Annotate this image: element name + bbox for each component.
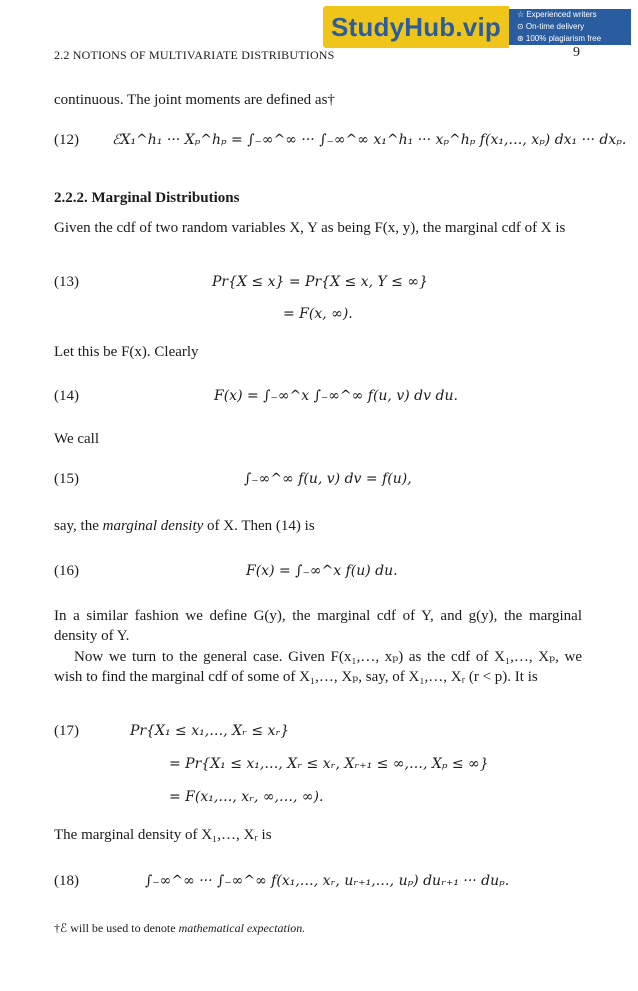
equation-14: F(x) = ∫₋∞^x ∫₋∞^∞ f(u, v) dv du.: [214, 388, 458, 404]
footnote: [54, 921, 305, 936]
page-number: 9: [573, 45, 580, 60]
studyhub-logo[interactable]: StudyHub.vip: [323, 6, 509, 48]
equation-number-13: (13): [54, 274, 79, 290]
studyhub-badge[interactable]: [323, 6, 631, 48]
marginal-density-definition-line: [54, 516, 582, 536]
equation-16: F(x) = ∫₋∞^x f(u) du.: [246, 563, 398, 579]
equation-17-line-2: = Pr{X₁ ≤ x₁,…, Xᵣ ≤ xᵣ, Xᵣ₊₁ ≤ ∞,…, Xₚ ≤ ∞}: [169, 756, 489, 772]
we-call-line: We call: [54, 431, 100, 447]
equation-number-15: (15): [54, 471, 79, 487]
feature-on-time-delivery: ⊙ On-time delivery: [516, 22, 585, 31]
equation-18: ∫₋∞^∞ ··· ∫₋∞^∞ f(x₁,…, xᵣ, uᵣ₊₁,…, uₚ) duᵣ₊₁ ··· duₚ.: [145, 873, 510, 889]
equation-17-line-1: Pr{X₁ ≤ x₁,…, Xᵣ ≤ xᵣ}: [130, 723, 290, 739]
let-this-line: Let this be F(x). Clearly: [54, 344, 199, 360]
marginal-density-term: marginal density: [102, 518, 204, 534]
equation-17-line-3: = F(x₁,…, xᵣ, ∞,…, ∞).: [169, 789, 324, 805]
paragraph-similar-fashion: In a similar fashion we define G(y), the marginal cdf of Y, and g(y), the marginal density of Y.: [54, 608, 582, 644]
say-prefix: say, the: [54, 518, 103, 534]
equation-13-line-1: Pr{X ≤ x} = Pr{X ≤ x, Y ≤ ∞}: [212, 274, 428, 290]
equation-15: ∫₋∞^∞ f(u, v) dv = f(u),: [244, 471, 412, 487]
equation-number-14: (14): [54, 388, 79, 404]
footnote-italic: mathematical expectation.: [178, 921, 306, 935]
badge-feature-list: [509, 9, 631, 45]
paragraph-general-case: Now we turn to the general case. Given F(x₁,…, xₚ) as the cdf of X₁,…, Xₚ, we wish to find the marginal cdf of some of X₁,…, Xₚ, say, of X₁,…, Xᵣ (r < p). It is: [54, 649, 582, 685]
equation-number-12: (12): [54, 132, 79, 148]
equation-number-18: (18): [54, 873, 79, 889]
continuous-line: continuous. The joint moments are defined as†: [54, 92, 335, 108]
feature-plagiarism-free: ⊛ 100% plagiarism free: [516, 34, 602, 43]
running-head: 2.2 NOTIONS OF MULTIVARIATE DISTRIBUTIONS: [54, 48, 335, 62]
equation-number-16: (16): [54, 563, 79, 579]
equation-number-17: (17): [54, 723, 79, 739]
equation-12: ℰX₁^h₁ ··· Xₚ^hₚ = ∫₋∞^∞ ··· ∫₋∞^∞ x₁^h₁ ··· xₚ^hₚ f(x₁,…, xₚ) dx₁ ··· dxₚ.: [112, 132, 627, 148]
say-suffix: of X. Then (14) is: [203, 518, 315, 534]
footnote-prefix: †ℰ will be used to denote: [54, 921, 179, 935]
paragraph-cdf-two-variables: Given the cdf of two random variables X, Y as being F(x, y), the marginal cdf of X is: [54, 220, 566, 236]
marginal-density-line: The marginal density of X₁,…, Xᵣ is: [54, 827, 272, 843]
equation-13-line-2: = F(x, ∞).: [283, 306, 353, 322]
feature-experienced-writers: ☆ Experienced writers: [516, 10, 597, 19]
section-title: 2.2.2. Marginal Distributions: [54, 190, 240, 206]
